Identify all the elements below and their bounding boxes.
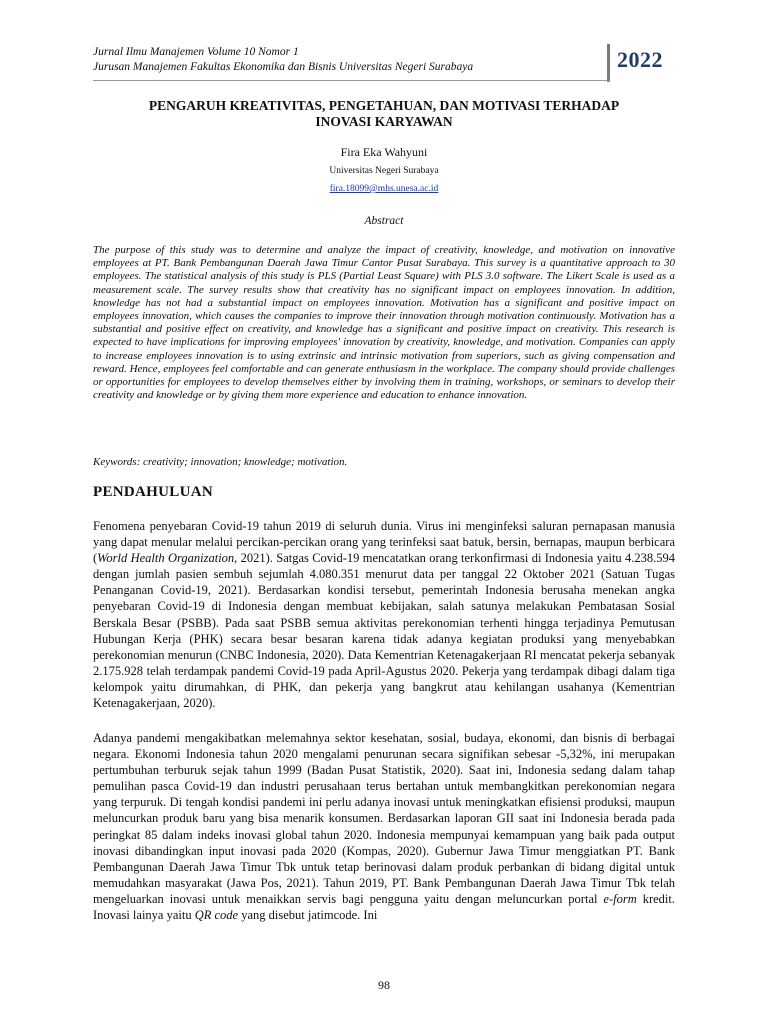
paper-title-line2: INOVASI KARYAWAN [315,114,453,129]
journal-header [93,45,598,75]
intro-paragraph-1 [93,518,675,711]
p2-italic-qrcode: QR code [194,908,239,923]
journal-year: 2022 [617,47,663,72]
p2-text-b: kredit. Inovasi lainya yaitu [93,891,675,923]
header-divider [607,44,610,82]
author-affiliation: Universitas Negeri Surabaya [329,166,439,176]
p1-text-a: Fenomena penyebaran Covid-19 tahun 2019 di seluruh dunia. Virus ini menginfeksi saluran pernapasan manusia yang dapat menular melalui percikan-percikan orang yang terinfeksi saat batuk, bersin, bernapas, maupun berbicara ( [93,519,675,566]
p1-italic: World Health Organization [97,551,235,566]
p2-text-c: yang disebut jatimcode. Ini [238,908,378,923]
section-heading: PENDAHULUAN [93,484,213,500]
p2-text-a: Adanya pandemi mengakibatkan melemahnya sektor kesehatan, sosial, budaya, ekonomi, dan bisnis di berbagai negara. Ekonomi Indonesia tahun 2020 mengalami penurunan secara signifikan sebesar -5,32%, ini merupakan pertumbuhan terburuk sejak tahun 1999 (Badan Pusat Statistik, 2020). Saat ini, Indonesia sedang dalam tahap pemulihan pasca Covid-19 dan industri perusahaan terus bertahan untuk membangkitkan perekonomian negara yang terpuruk. Di tengah kondisi pandemi ini perlu adanya inovasi untuk meningkatkan efisiensi produksi, maupun meluncurkan produk baru yang bisa menarik konsumen. Berdasarkan laporan GII saat ini Indonesia berada pada peringkat 85 dalam indeks inovasi global tahun 2020. Indonesia mempunyai kemampuan yang baik pada output inovasi dibandingkan input inovasi pada 2020 (Kompas, 2020). Gubernur Jawa Timur menggiatkan PT. Bank Pembangunan Daerah Jawa Timur Tbk untuk tetap berinovasi dalam produk perbankan di bidang digital untuk memudahkan masyarakat (Jawa Pos, 2021). Tahun 2019, PT. Bank Pembangunan Daerah Jawa Timur Tbk telah mengeluarkan inovasi untuk menaikkan servis bagi pengguna yaitu dengan meluncurkan portal [93,731,675,906]
paper-title [93,98,675,130]
abstract-heading: Abstract [364,215,404,227]
journal-department: Jurusan Manajemen Fakultas Ekonomika dan Bisnis Universitas Negeri Surabaya [93,61,474,73]
author-email-line [93,184,675,194]
p1-text-b: , 2021). Satgas Covid-19 mencatatkan orang terkonfirmasi di Indonesia yaitu 4.238.594 dengan jumlah pasien sembuh sejumlah 4.080.351 menurut data per tanggal 22 Oktober 2021 (Satuan Tugas Penanganan Covid-19, 2021). Berdasarkan kondisi tersebut, pemerintah Indonesia berusaha menekan angka penyebaran Covid-19 di Indonesia dengan membuat kebijakan, salah satunya melakukan Pembatasan Sosial Berskala Besar (PSBB). Pada saat PSBB semua aktivitas perekonomian terhenti hingga terjadinya Pemutusan Hubungan Kerja (PHK) secara besar besaran karena tidak adanya kegiatan produksi yang menyebabkan perekonomian menurun (CNBC Indonesia, 2020). Data Kementrian Ketenagakerjaan RI mencatat pekerja sebanyak 2.175.928 telah terdampak pandemi Covid-19 pada April-Agustus 2020. Pekerja yang terdampak dibagi dalam tiga kelompok yaitu dirumahkan, di PHK, dan pekerja yang bangkrut atau kehilangan usahanya (Kementrian Ketenagakerjaan, 2020). [93,551,675,711]
keywords: Keywords: creativity; innovation; knowledge; motivation. [93,456,348,468]
intro-paragraph-2 [93,730,675,923]
journal-name: Jurnal Ilmu Manajemen Volume 10 Nomor 1 [93,46,299,58]
author-name: Fira Eka Wahyuni [340,145,428,159]
abstract-text: The purpose of this study was to determine and analyze the impact of creativity, knowledge, and motivation on innovative employees at PT. Bank Pembangunan Daerah Jawa Timur Cantor Pusat Surabaya. This survey is a quantitative approach to 30 employees. The statistical analysis of this study is PLS (Partial Least Square) with PLS 3.0 software. The Likert Scale is used as a measurement scale. The survey results show that creativity has no significant impact on employees innovation. In addition, knowledge has not had a substantial impact on employees innovation. Motivation has a significant and positive impact on employees innovation, which causes the companies to improve their innovation through motivation continuously. Motivation has a substantial and positive effect on creativity, and knowledge has a significant and positive impact on creativity. This research is expected to have implications for improving employees' innovation by creativity, knowledge, and motivation. Companies can apply to increase employees innovation is to using extrinsic and intrinsic motivation from superiors, such as giving compensation and reward. Hence, employees feel comfortable and can generate enthusiasm in the workplace. The company should provide challenges or opportunities for employees to develop themselves either by involving them in training, workshops, or seminars to develop their creativity and knowledge or by giving them more experience and education to enhance innovation. [93,244,675,402]
page-number: 98 [378,978,390,992]
paper-title-line1: PENGARUH KREATIVITAS, PENGETAHUAN, DAN MOTIVASI TERHADAP [148,98,620,113]
header-rule [93,80,610,81]
p2-italic-eform: e-form [603,891,637,906]
author-email-link[interactable]: fira.18099@mhs.unesa.ac.id [329,184,439,194]
